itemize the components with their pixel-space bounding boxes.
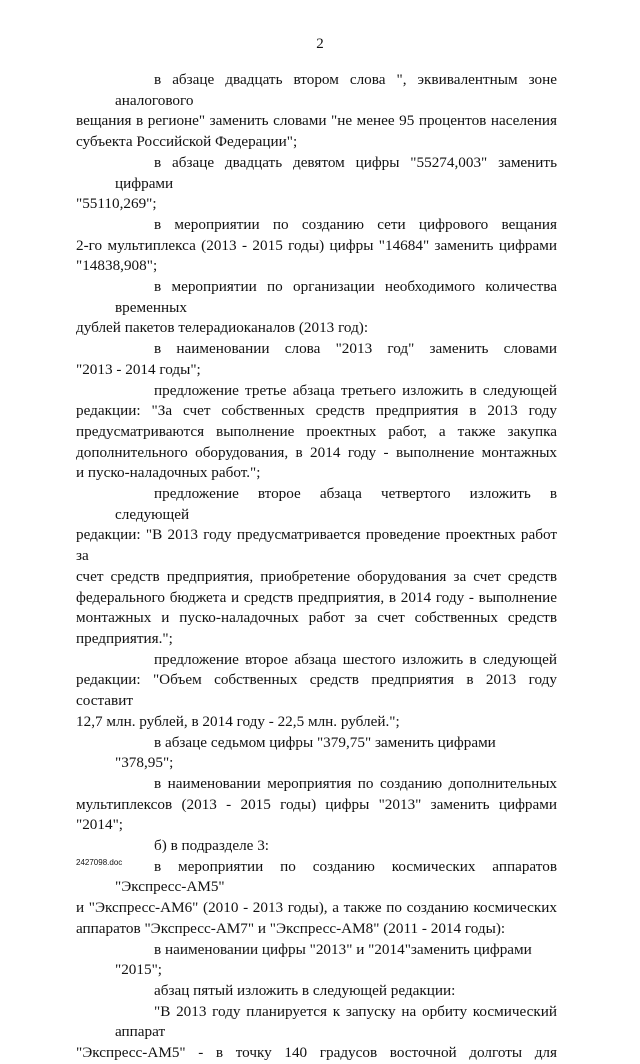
- text-line: в наименовании слова "2013 год" заменить словами: [154, 340, 557, 358]
- text-line: предложение второе абзаца четвертого изложить в следующей: [115, 485, 557, 523]
- text-line: субъекта Российской Федерации";: [76, 133, 298, 151]
- text-line: в наименовании цифры "2013" и "2014"заменить цифрами "2015";: [115, 940, 532, 979]
- text-line: предложение второе абзаца шестого изложить в следующей: [154, 650, 557, 668]
- text-line: 12,7 млн. рублей, в 2014 году - 22,5 млн. рублей.";: [76, 712, 400, 730]
- text-line: монтажных и пуско-наладочных работ за счет собственных средств: [76, 609, 557, 627]
- text-line: "55110,269";: [76, 195, 157, 213]
- text-line: в мероприятии по организации необходимого количества временных: [115, 278, 557, 316]
- text-line: абзац пятый изложить в следующей редакции:: [154, 981, 456, 999]
- text-line: редакции: "В 2013 году предусматривается проведение проектных работ за: [76, 526, 557, 565]
- text-line: и пуско-наладочных работ.";: [76, 464, 261, 482]
- text-line: редакции: "Объем собственных средств предприятия в 2013 году составит: [76, 671, 557, 710]
- text-line: предложение третье абзаца третьего изложить в следующей: [154, 381, 557, 399]
- text-line: "14838,908";: [76, 257, 158, 275]
- text-line: "2013 - 2014 годы";: [76, 360, 201, 378]
- text-line: счет средств предприятия, приобретение оборудования за счет средств: [76, 567, 557, 585]
- text-line: федерального бюджета и средств предприятия, в 2014 году - выполнение: [76, 588, 557, 606]
- text-line: вещания в регионе" заменить словами "не менее 95 процентов населения: [76, 112, 557, 130]
- text-line: в мероприятии по созданию космических аппаратов "Экспресс-АМ5": [115, 857, 557, 896]
- text-line: мультиплексов (2013 - 2015 годы) цифры "2013" заменить цифрами "2014";: [76, 795, 557, 834]
- text-line: дополнительного оборудования, в 2014 году - выполнение монтажных: [76, 443, 557, 461]
- text-line: аппаратов "Экспресс-АМ7" и "Экспресс-АМ8" (2011 - 2014 годы):: [76, 919, 506, 937]
- text-line: редакции: "За счет собственных средств предприятия в 2013 году: [76, 402, 557, 420]
- file-name-footer: 2427098.doc: [76, 858, 123, 867]
- text-line: в мероприятии по созданию сети цифрового вещания: [154, 215, 557, 233]
- page-number: 2: [316, 36, 324, 52]
- text-line: предусматриваются выполнение проектных работ, а также закупка: [76, 422, 557, 440]
- text-line: и "Экспресс-АМ6" (2010 - 2013 годы), а также по созданию космических: [76, 899, 557, 917]
- text-line: в абзаце седьмом цифры "379,75" заменить цифрами "378,95";: [115, 733, 496, 772]
- text-line: "В 2013 году планируется к запуску на орбиту космический аппарат: [115, 1002, 557, 1041]
- text-line: 2-го мультиплекса (2013 - 2015 годы) цифры "14684" заменить цифрами: [76, 236, 557, 254]
- text-line: "Экспресс-АМ5" - в точку 140 градусов восточной долготы для: [76, 1044, 557, 1062]
- text-line: предприятия.";: [76, 629, 173, 647]
- text-line: дублей пакетов телерадиоканалов (2013 год):: [76, 319, 369, 337]
- document-body: [76, 70, 557, 1064]
- text-line: в абзаце двадцать девятом цифры "55274,003" заменить цифрами: [115, 153, 557, 192]
- text-line: б) в подразделе 3:: [154, 837, 270, 855]
- text-line: в наименовании мероприятия по созданию дополнительных: [154, 774, 557, 792]
- text-line: в абзаце двадцать втором слова ", эквивалентным зоне аналогового: [115, 71, 557, 109]
